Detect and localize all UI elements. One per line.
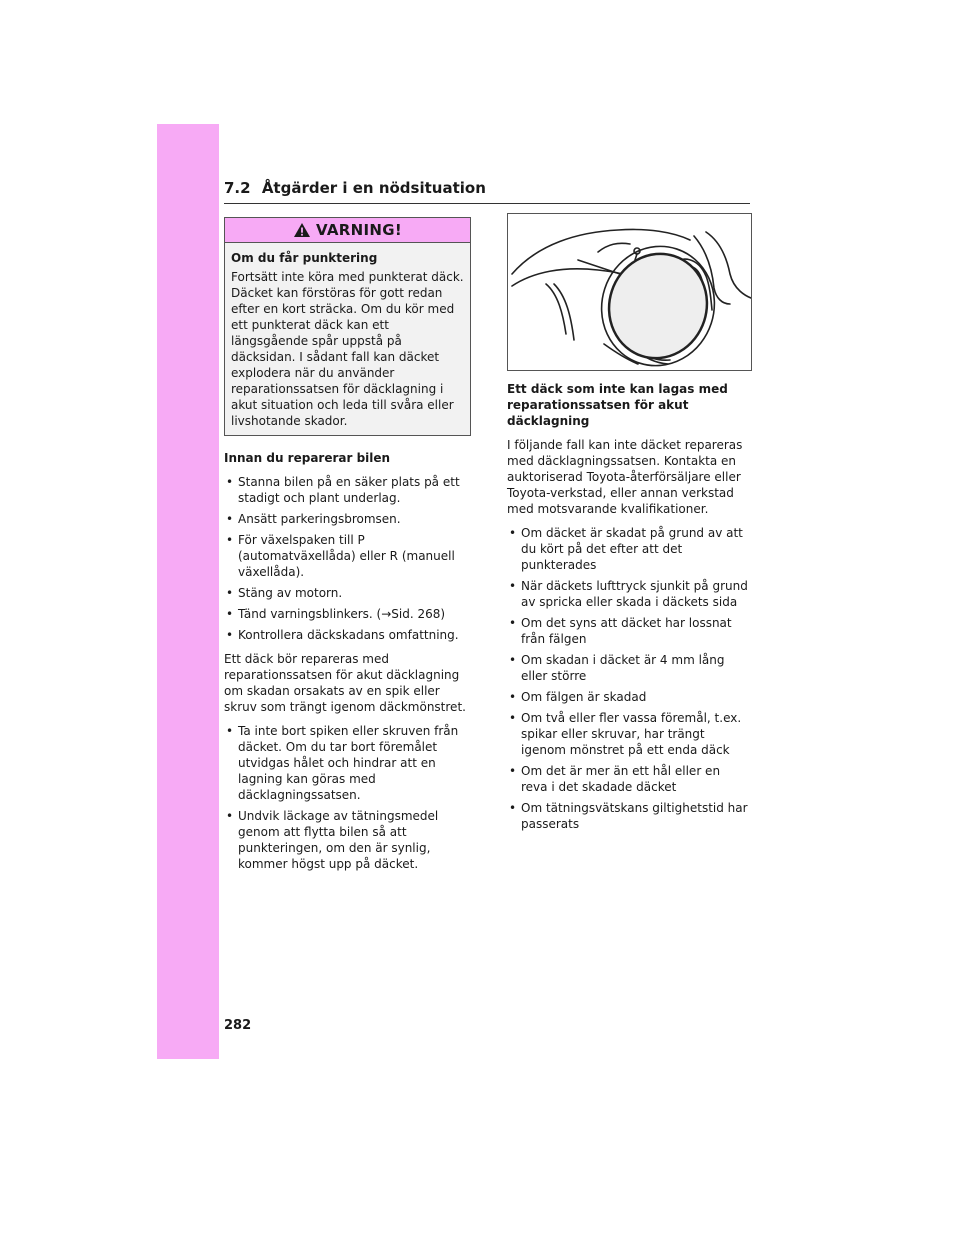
list-item: • Om tätningsvätskans giltighetstid har passerats	[507, 800, 750, 832]
list-item: • Tänd varningsblinkers. (→Sid. 268)	[224, 606, 471, 622]
list-item: • Kontrollera däckskadans omfattning.	[224, 627, 471, 643]
list-item: • Om två eller fler vassa föremål, t.ex. spikar eller skruvar, har trängt igenom mönstret på ett enda däck	[507, 710, 750, 758]
warning-box	[224, 217, 471, 436]
tire-illustration	[507, 213, 752, 371]
list-item: • För växelspaken till P (automatväxellåda) eller R (manuell växellåda).	[224, 532, 471, 580]
warning-title: Om du får punktering	[231, 251, 378, 265]
section-title: Åtgärder i en nödsituation	[261, 179, 486, 197]
before-repair-heading: Innan du reparerar bilen	[224, 451, 391, 465]
left-column	[224, 217, 471, 880]
right-column	[507, 213, 750, 840]
list-item: • Om det är mer än ett hål eller en reva i det skadade däcket	[507, 763, 750, 795]
warning-label: VARNING!	[316, 221, 402, 239]
warning-text: Fortsätt inte köra med punkterat däck. Däcket kan förstöras för gott redan efter en kort sträcka. Om du kör med ett punkterat däck kan ett längsgående spår uppstå på däcksidan. I sådant fall kan däcket explodera när du använder reparationssatsen för däcklagning i akut situation och leda till svåra eller livshotande skador.	[231, 270, 464, 428]
warning-body	[225, 243, 470, 435]
list-item: • När däckets lufttryck sjunkit på grund av spricka eller skada i däckets sida	[507, 578, 750, 610]
before-repair-list-2	[224, 723, 471, 872]
list-item: • Stäng av motorn.	[224, 585, 471, 601]
cannot-repair-list	[507, 525, 750, 832]
car-tire-drawing	[508, 214, 751, 370]
before-repair-list	[224, 474, 471, 643]
warning-header	[225, 218, 470, 243]
list-item: • Ansätt parkeringsbromsen.	[224, 511, 471, 527]
before-repair-paragraph: Ett däck bör repareras med reparationssatsen för akut däcklagning om skadan orsakats av en spik eller skruv som trängt igenom däckmönstret.	[224, 652, 466, 714]
section-number: 7.2	[224, 179, 251, 197]
list-item: • Om skadan i däcket är 4 mm lång eller större	[507, 652, 750, 684]
list-item: • Om fälgen är skadad	[507, 689, 750, 705]
list-item: • Stanna bilen på en säker plats på ett stadigt och plant underlag.	[224, 474, 471, 506]
list-item: • Om däcket är skadat på grund av att du kört på det efter att det punkterades	[507, 525, 750, 573]
side-tab	[157, 124, 219, 1059]
list-item: • Ta inte bort spiken eller skruven från däcket. Om du tar bort föremålet utvidgas hålet och hindrar att en lagning kan göras med däcklagningssatsen.	[224, 723, 471, 803]
cannot-repair-heading: Ett däck som inte kan lagas med reparationssatsen för akut däcklagning	[507, 382, 728, 428]
page-number: 282	[224, 1018, 252, 1033]
list-item: • Om det syns att däcket har lossnat från fälgen	[507, 615, 750, 647]
cannot-repair-paragraph: I följande fall kan inte däcket repareras med däcklagningssatsen. Kontakta en auktoriserad Toyota-återförsäljare eller Toyota-verkstad, eller annan verkstad med motsvarande kvalifikationer.	[507, 438, 743, 516]
section-header	[224, 179, 750, 204]
list-item: • Undvik läckage av tätningsmedel genom att flytta bilen så att punkteringen, om den är synlig, kommer högst upp på däcket.	[224, 808, 471, 872]
warning-triangle-icon	[293, 222, 311, 238]
